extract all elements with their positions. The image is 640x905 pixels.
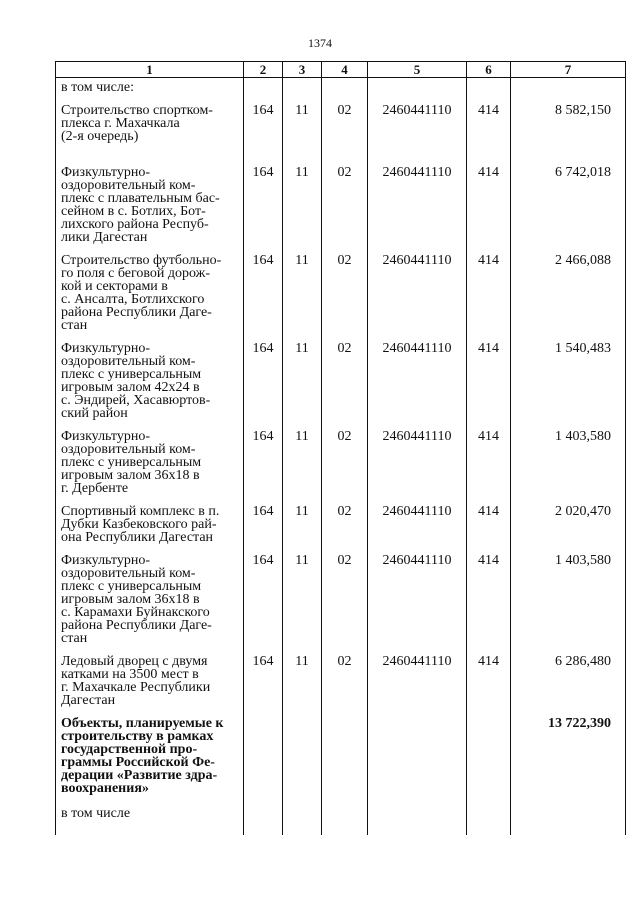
code-cell: 02 bbox=[322, 94, 368, 156]
empty-cell bbox=[467, 707, 511, 807]
code-cell: 02 bbox=[322, 244, 368, 332]
object-name: Физкультурно- оздоровительный ком- плекс с плавательным бас- сейном в с. Ботлих, Бот- лихского района Респуб- лики Дагестан bbox=[56, 156, 244, 244]
amount-cell: 6 286,480 bbox=[511, 645, 626, 707]
code-cell: 02 bbox=[322, 156, 368, 244]
code-cell: 414 bbox=[467, 332, 511, 420]
code-cell: 164 bbox=[244, 94, 283, 156]
empty-cell bbox=[368, 707, 467, 807]
amount-cell: 2 466,088 bbox=[511, 244, 626, 332]
code-cell: 11 bbox=[283, 332, 322, 420]
code-cell: 164 bbox=[244, 420, 283, 495]
empty-cell bbox=[322, 707, 368, 807]
object-name: Физкультурно- оздоровительный ком- плекс с универсальным игровым залом 36x18 в г. Дербенте bbox=[56, 420, 244, 495]
code-cell: 11 bbox=[283, 645, 322, 707]
code-cell: 164 bbox=[244, 156, 283, 244]
column-header: 1 bbox=[56, 62, 244, 78]
code-cell: 11 bbox=[283, 156, 322, 244]
object-name: Физкультурно- оздоровительный ком- плекс с универсальным игровым залом 42x24 в с. Эндирей, Хасавюртов- ский район bbox=[56, 332, 244, 420]
column-number-header bbox=[56, 62, 626, 78]
object-name: Ледовый дворец с двумя катками на 3500 мест в г. Махачкале Республики Дагестан bbox=[56, 645, 244, 707]
code-cell: 164 bbox=[244, 332, 283, 420]
code-cell: 164 bbox=[244, 244, 283, 332]
code-cell: 02 bbox=[322, 332, 368, 420]
code-cell: 2460441110 bbox=[368, 156, 467, 244]
column-header: 2 bbox=[244, 62, 283, 78]
amount-cell: 6 742,018 bbox=[511, 156, 626, 244]
code-cell: 11 bbox=[283, 420, 322, 495]
column-header: 3 bbox=[283, 62, 322, 78]
code-cell: 2460441110 bbox=[368, 94, 467, 156]
empty-cell bbox=[368, 807, 467, 835]
code-cell: 2460441110 bbox=[368, 495, 467, 544]
code-cell: 414 bbox=[467, 420, 511, 495]
code-cell: 414 bbox=[467, 645, 511, 707]
code-cell: 02 bbox=[322, 495, 368, 544]
code-cell: 2460441110 bbox=[368, 420, 467, 495]
code-cell: 164 bbox=[244, 645, 283, 707]
code-cell: 02 bbox=[322, 544, 368, 645]
code-cell: 11 bbox=[283, 544, 322, 645]
table-row bbox=[56, 156, 626, 244]
code-cell: 164 bbox=[244, 495, 283, 544]
column-header: 6 bbox=[467, 62, 511, 78]
object-name: Строительство спортком- плекса г. Махачкала (2-я очередь) bbox=[56, 94, 244, 156]
page-number: 1374 bbox=[308, 36, 332, 50]
budget-table bbox=[55, 61, 626, 835]
amount-cell: 1 403,580 bbox=[511, 420, 626, 495]
code-cell: 2460441110 bbox=[368, 544, 467, 645]
object-name: Спортивный комплекс в п. Дубки Казбековского рай- она Республики Дагестан bbox=[56, 495, 244, 544]
amount-cell: 8 582,150 bbox=[511, 94, 626, 156]
code-cell: 414 bbox=[467, 94, 511, 156]
empty-cell bbox=[244, 807, 283, 835]
intro-label: в том числе: bbox=[56, 78, 244, 95]
empty-cell bbox=[322, 807, 368, 835]
code-cell: 2460441110 bbox=[368, 332, 467, 420]
table-row bbox=[56, 94, 626, 156]
empty-cell bbox=[511, 807, 626, 835]
object-name: Строительство футбольно- го поля с беговой дорож- кой и секторами в с. Ансалта, Ботлихского района Республики Даге- стан bbox=[56, 244, 244, 332]
footer-label: в том числе bbox=[56, 807, 244, 835]
table-body bbox=[56, 78, 626, 836]
table-row bbox=[56, 645, 626, 707]
column-header: 4 bbox=[322, 62, 368, 78]
empty-cell bbox=[467, 807, 511, 835]
amount-cell: 2 020,470 bbox=[511, 495, 626, 544]
empty-cell bbox=[244, 707, 283, 807]
footer-row bbox=[56, 807, 626, 835]
table-row bbox=[56, 420, 626, 495]
table-row bbox=[56, 332, 626, 420]
amount-cell: 1 403,580 bbox=[511, 544, 626, 645]
code-cell: 11 bbox=[283, 495, 322, 544]
code-cell: 2460441110 bbox=[368, 645, 467, 707]
code-cell: 02 bbox=[322, 420, 368, 495]
code-cell: 11 bbox=[283, 244, 322, 332]
code-cell: 11 bbox=[283, 94, 322, 156]
code-cell: 414 bbox=[467, 244, 511, 332]
summary-amount: 13 722,390 bbox=[511, 707, 626, 807]
empty-cell bbox=[283, 807, 322, 835]
code-cell: 2460441110 bbox=[368, 244, 467, 332]
column-header: 5 bbox=[368, 62, 467, 78]
intro-row bbox=[56, 78, 626, 95]
table-row bbox=[56, 244, 626, 332]
summary-row bbox=[56, 707, 626, 807]
amount-cell: 1 540,483 bbox=[511, 332, 626, 420]
table-row bbox=[56, 495, 626, 544]
code-cell: 414 bbox=[467, 495, 511, 544]
table-row bbox=[56, 544, 626, 645]
empty-cell bbox=[283, 707, 322, 807]
code-cell: 414 bbox=[467, 156, 511, 244]
code-cell: 164 bbox=[244, 544, 283, 645]
object-name: Физкультурно- оздоровительный ком- плекс с универсальным игровым залом 36x18 в с. Карамахи Буйнакского района Республики Даге- стан bbox=[56, 544, 244, 645]
summary-name: Объекты, планируемые к строительству в рамках государственной про- граммы Российской Фе- дерации «Развитие здра- воохранения» bbox=[56, 707, 244, 807]
code-cell: 414 bbox=[467, 544, 511, 645]
code-cell: 02 bbox=[322, 645, 368, 707]
column-header: 7 bbox=[511, 62, 626, 78]
